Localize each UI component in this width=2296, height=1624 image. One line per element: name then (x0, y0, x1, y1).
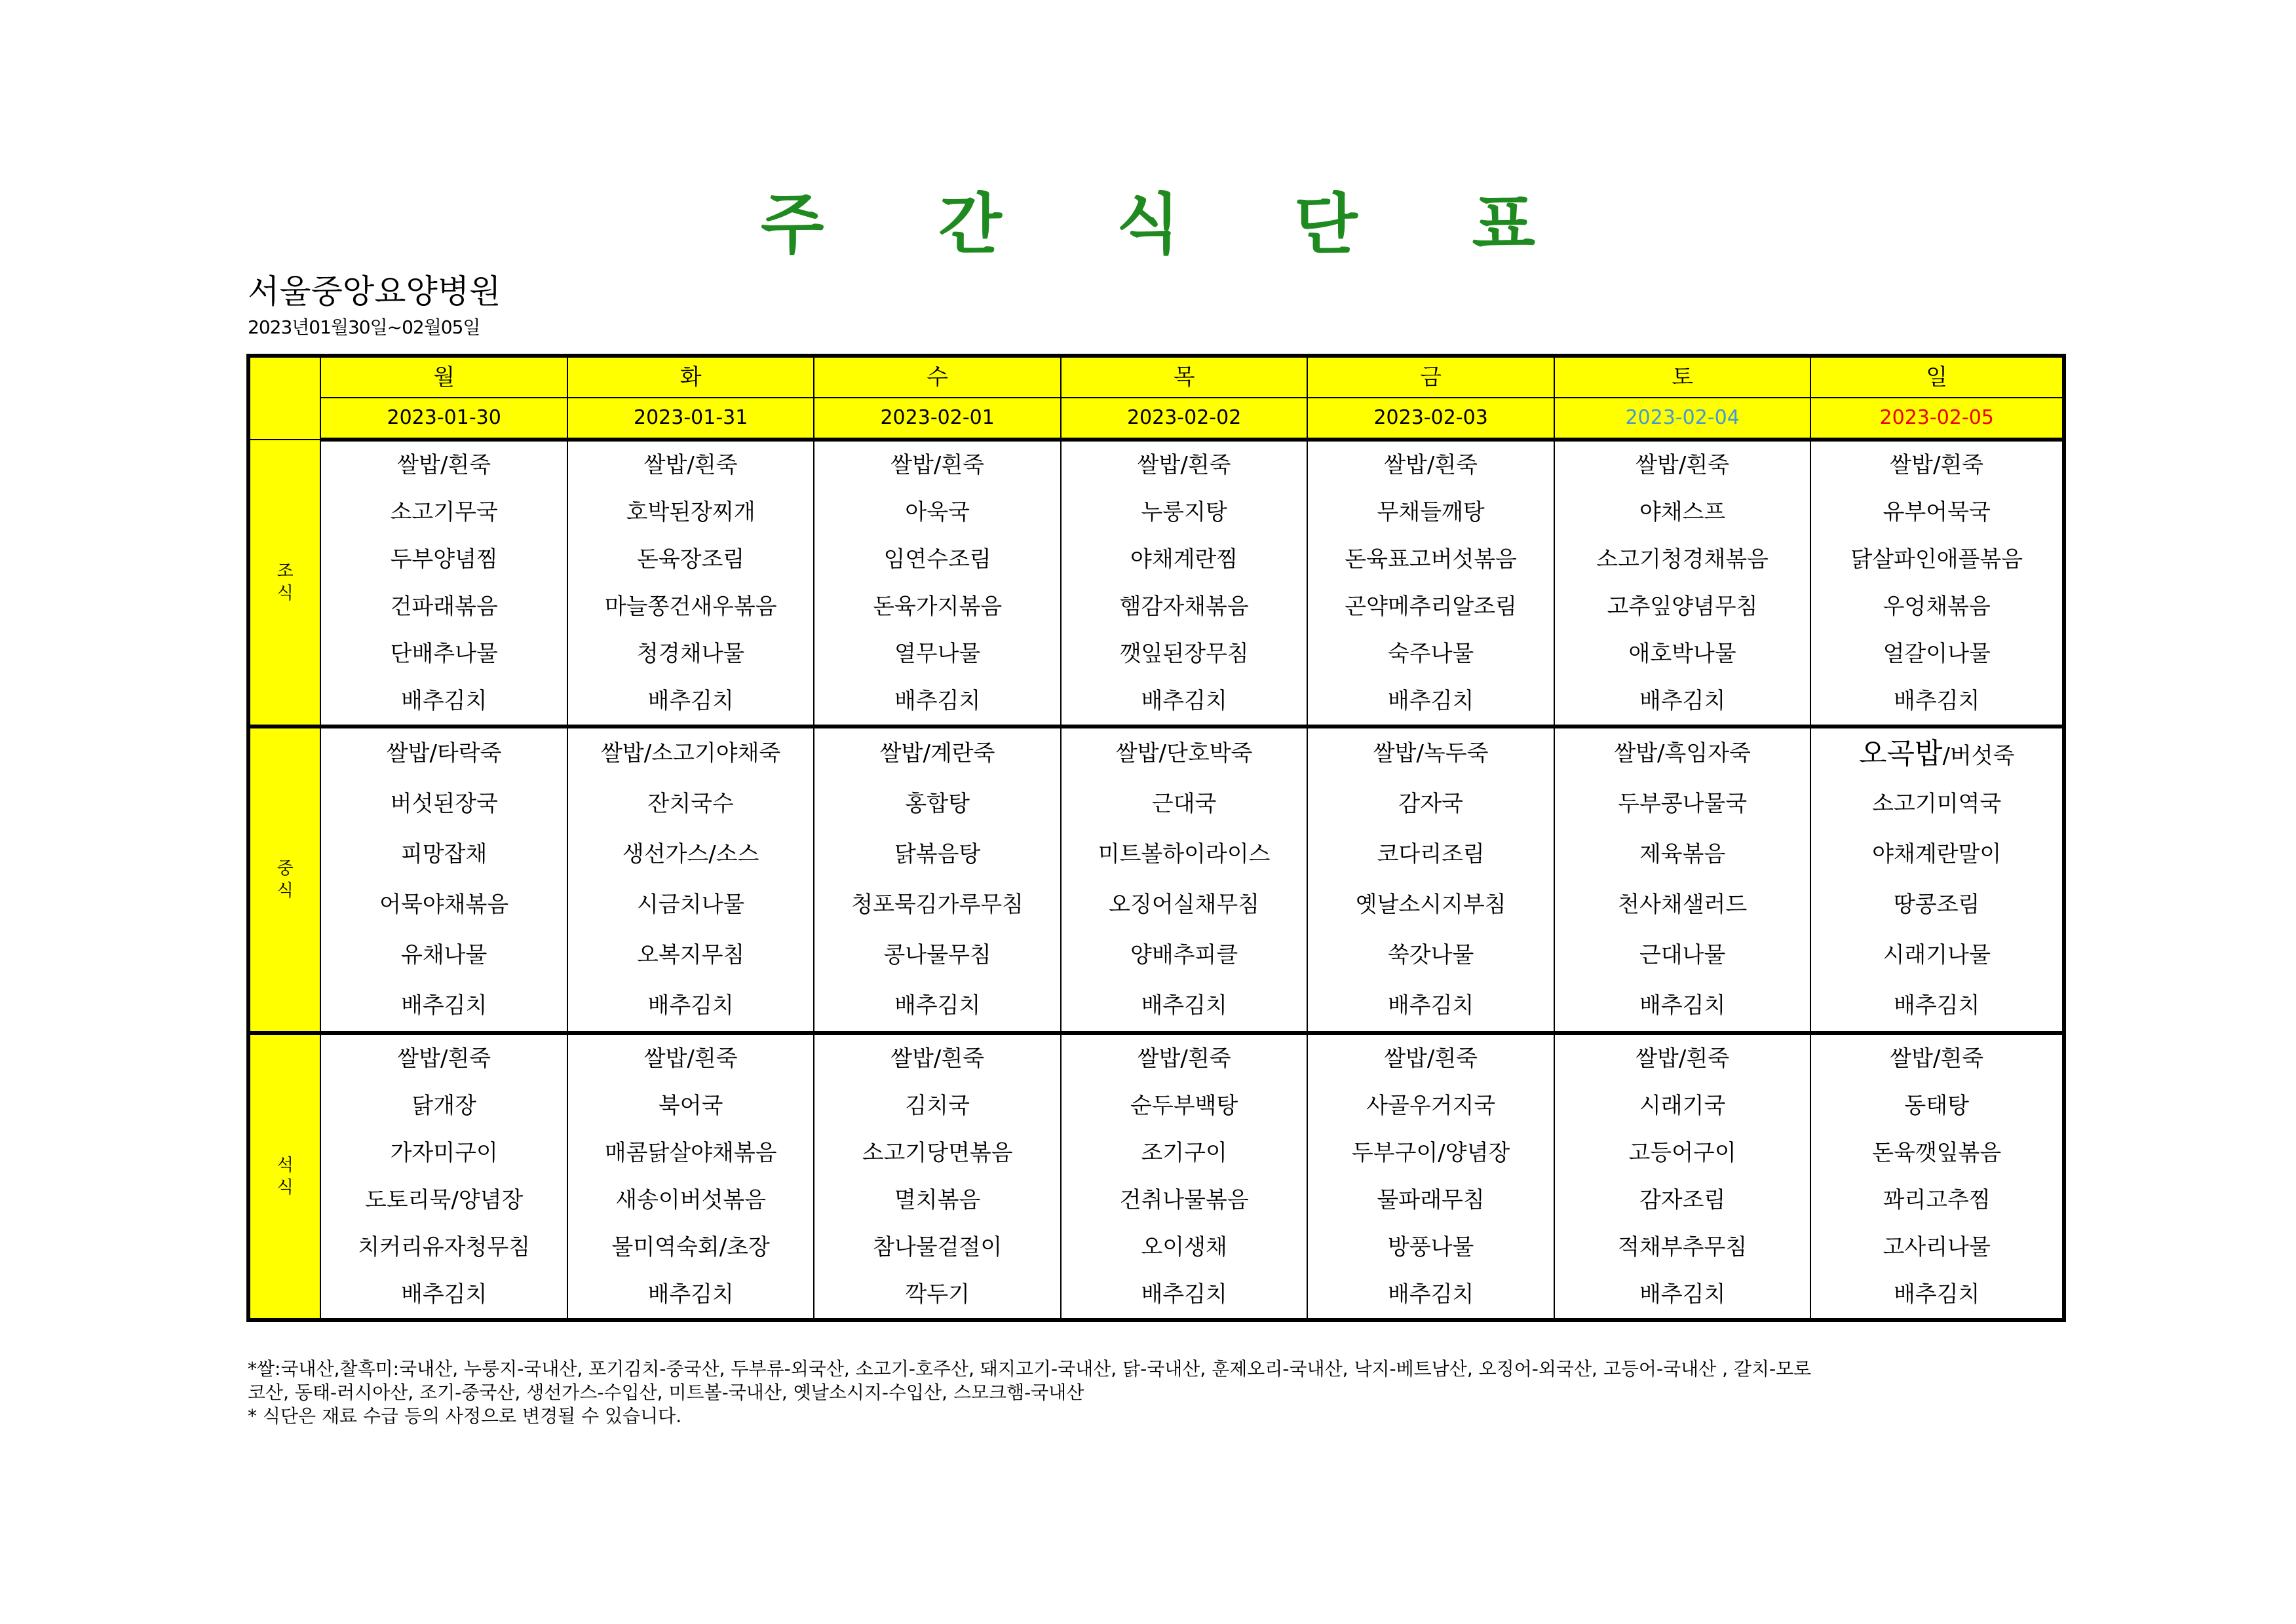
menu-item: 닭볶음탕 (894, 841, 981, 867)
menu-cell (567, 1033, 814, 1320)
menu-item: 쑥갓나물 (1387, 942, 1474, 968)
day-name: 토 (1554, 356, 1811, 398)
menu-item (1811, 728, 2062, 779)
menu-item: 쌀밥/단호박죽 (1115, 740, 1253, 766)
menu-item: 피망잡채 (400, 841, 488, 867)
menu-item: 오징어실채무침 (1109, 892, 1260, 918)
menu-item: 열무나물 (894, 641, 981, 667)
menu-item: 쌀밥/흰죽 (1384, 452, 1478, 478)
menu-item: 근대국 (1151, 791, 1217, 817)
header-corner (248, 356, 320, 440)
menu-item: 땅콩조림 (1894, 892, 1980, 918)
menu-item: 닭개장 (411, 1093, 476, 1119)
menu-item: 새송이버섯볶음 (615, 1187, 767, 1213)
menu-item: 시래기국 (1639, 1093, 1726, 1119)
menu-item: 쌀밥/흰죽 (1137, 1046, 1231, 1072)
day-date: 2023-01-31 (567, 398, 814, 440)
menu-cell (567, 727, 814, 1033)
menu-item: 고추잎양념무침 (1607, 594, 1758, 620)
menu-item: 콩나물무침 (883, 942, 991, 968)
menu-item: 햄감자채볶음 (1119, 594, 1249, 620)
menu-item: 임연수조림 (883, 546, 991, 573)
day-name: 금 (1307, 356, 1554, 398)
menu-item: 천사채샐러드 (1618, 892, 1748, 918)
menu-cell (814, 1033, 1060, 1320)
menu-item: 배추김치 (400, 992, 488, 1019)
menu-item: 소고기청경채볶음 (1596, 546, 1769, 573)
menu-item: 배추김치 (894, 688, 981, 714)
day-header-row (248, 356, 2064, 398)
day-date-sunday: 2023-02-05 (1810, 398, 2064, 440)
menu-item: 유채나물 (400, 942, 488, 968)
menu-item: 쌀밥/흰죽 (1636, 452, 1730, 478)
menu-item: 무채들깨탕 (1377, 499, 1485, 525)
menu-item: 가자미구이 (390, 1140, 498, 1166)
menu-item: 꽈리고추찜 (1883, 1187, 1991, 1213)
menu-item: 야채계란말이 (1872, 841, 2002, 867)
menu-item: 청경채나물 (637, 641, 745, 667)
day-name: 목 (1061, 356, 1307, 398)
menu-item: 배추김치 (1387, 688, 1474, 714)
menu-item: 적채부추무침 (1618, 1234, 1748, 1260)
menu-item: 청포묵김가루무침 (851, 892, 1024, 918)
menu-item: 쌀밥/흰죽 (397, 1046, 491, 1072)
menu-item: 홍합탕 (905, 791, 970, 817)
menu-item: 쌀밥/흰죽 (890, 452, 985, 478)
menu-item: 쌀밥/소고기야채죽 (601, 740, 781, 766)
menu-item: 쌀밥/흰죽 (1636, 1046, 1730, 1072)
menu-item: 우엉채볶음 (1883, 594, 1991, 620)
menu-cell (1061, 440, 1307, 727)
menu-item: 도토리묵/양념장 (364, 1187, 524, 1213)
menu-cell (1810, 1033, 2064, 1320)
menu-item: 배추김치 (1141, 1281, 1227, 1308)
menu-item: 두부구이/양념장 (1351, 1140, 1510, 1166)
menu-item: 양배추피클 (1130, 942, 1238, 968)
menu-item: 물파래무침 (1377, 1187, 1485, 1213)
menu-item: 쌀밥/흰죽 (1137, 452, 1231, 478)
day-date: 2023-02-03 (1307, 398, 1554, 440)
day-name: 수 (814, 356, 1060, 398)
menu-item: 누룽지탕 (1141, 499, 1227, 525)
menu-item: 감자국 (1398, 791, 1463, 817)
dinner-row (248, 1033, 2064, 1320)
menu-item: 방풍나물 (1387, 1234, 1474, 1260)
menu-item: 호박된장찌개 (626, 499, 756, 525)
menu-cell (320, 1033, 567, 1320)
menu-cell (1554, 1033, 1811, 1320)
menu-item: 쌀밥/흑임자죽 (1614, 740, 1751, 766)
menu-item: 오이생채 (1141, 1234, 1227, 1260)
menu-item: 돈육표고버섯볶음 (1345, 546, 1517, 573)
menu-item: 쌀밥/계란죽 (879, 740, 995, 766)
menu-item-rest: /버섯죽 (1942, 743, 2015, 769)
menu-item: 근대나물 (1639, 942, 1726, 968)
menu-item: 쌀밥/타락죽 (386, 740, 502, 766)
menu-item: 버섯된장국 (390, 791, 498, 817)
menu-cell (1810, 440, 2064, 727)
menu-item: 쌀밥/흰죽 (1890, 452, 1984, 478)
menu-item: 조기구이 (1141, 1140, 1227, 1166)
meal-label-breakfast: 조식 (248, 440, 320, 727)
date-header-row (248, 398, 2064, 440)
menu-item: 숙주나물 (1387, 641, 1474, 667)
menu-item: 동태탕 (1904, 1093, 1969, 1119)
day-name: 일 (1810, 356, 2064, 398)
menu-item: 쌀밥/흰죽 (643, 1046, 738, 1072)
menu-period: 2023년01월30일~02월05일 (248, 316, 480, 338)
menu-item: 오복지무침 (637, 942, 745, 968)
menu-item: 배추김치 (1639, 688, 1726, 714)
menu-cell (814, 440, 1060, 727)
menu-item: 배추김치 (1141, 688, 1227, 714)
menu-item: 두부콩나물국 (1618, 791, 1748, 817)
menu-item: 배추김치 (400, 688, 488, 714)
day-name: 월 (320, 356, 567, 398)
menu-item: 생선가스/소스 (622, 841, 759, 867)
hospital-name: 서울중앙요양병원 (248, 273, 501, 311)
menu-item: 건취나물볶음 (1119, 1187, 1249, 1213)
menu-cell (1061, 727, 1307, 1033)
menu-item: 미트볼하이라이스 (1098, 841, 1271, 867)
origin-notes (248, 1357, 2063, 1428)
menu-cell (1307, 440, 1554, 727)
menu-cell (814, 727, 1060, 1033)
menu-cell (1554, 727, 1811, 1033)
menu-item: 야채스프 (1639, 499, 1726, 525)
note-line: * 식단은 재료 수급 등의 사정으로 변경될 수 있습니다. (248, 1405, 682, 1427)
menu-item: 쌀밥/흰죽 (1384, 1046, 1478, 1072)
menu-item: 마늘쫑건새우볶음 (604, 594, 777, 620)
menu-item: 멸치볶음 (894, 1187, 981, 1213)
meal-label-lunch: 중식 (248, 727, 320, 1033)
menu-item: 감자조림 (1639, 1187, 1726, 1213)
menu-item: 사골우거지국 (1366, 1093, 1496, 1119)
menu-item: 야채계란찜 (1130, 546, 1238, 573)
menu-item: 유부어묵국 (1883, 499, 1991, 525)
menu-item: 시금치나물 (637, 892, 745, 918)
menu-item: 김치국 (905, 1093, 970, 1119)
menu-item: 시래기나물 (1883, 942, 1991, 968)
menu-item: 쌀밥/녹두죽 (1373, 740, 1489, 766)
menu-item: 배추김치 (647, 992, 734, 1019)
menu-item: 깍두기 (905, 1281, 970, 1308)
day-date-saturday: 2023-02-04 (1554, 398, 1811, 440)
weekly-menu-table (246, 354, 2066, 1322)
menu-item: 곤약메추리알조림 (1345, 594, 1517, 620)
menu-item: 배추김치 (1894, 1281, 1980, 1308)
menu-item: 두부양념찜 (390, 546, 498, 573)
menu-cell (1061, 1033, 1307, 1320)
menu-item: 어묵야채볶음 (379, 892, 509, 918)
meal-label-dinner: 석식 (248, 1033, 320, 1320)
menu-item: 얼갈이나물 (1883, 641, 1991, 667)
menu-item: 깻잎된장무침 (1119, 641, 1249, 667)
menu-item: 배추김치 (894, 992, 981, 1019)
menu-item: 물미역숙회/초장 (611, 1234, 770, 1260)
menu-item: 돈육가지볶음 (873, 594, 1003, 620)
menu-cell (1810, 727, 2064, 1033)
menu-cell (1307, 727, 1554, 1033)
menu-item: 쌀밥/흰죽 (890, 1046, 985, 1072)
note-line: 코산, 동태-러시아산, 조기-중국산, 생선가스-수입산, 미트볼-국내산, 옛날소시지-수입산, 스모크햄-국내산 (248, 1382, 1084, 1403)
menu-cell (567, 440, 814, 727)
day-date: 2023-02-02 (1061, 398, 1307, 440)
menu-item: 참나물겉절이 (873, 1234, 1003, 1260)
note-line: *쌀:국내산,찰흑미:국내산, 누룽지-국내산, 포기김치-중국산, 두부류-외국산, 소고기-호주산, 돼지고기-국내산, 닭-국내산, 훈제오리-국내산, 낙지-베트남산, 오징어-외국산, 고등어-국내산 , 갈치-모로 (248, 1358, 1812, 1380)
menu-item: 아욱국 (905, 499, 970, 525)
menu-item: 소고기무국 (390, 499, 498, 525)
menu-item: 제육볶음 (1639, 841, 1726, 867)
menu-item: 닭살파인애플볶음 (1850, 546, 2023, 573)
menu-item: 배추김치 (1387, 992, 1474, 1019)
breakfast-row (248, 440, 2064, 727)
day-date: 2023-02-01 (814, 398, 1060, 440)
menu-item: 소고기당면볶음 (862, 1140, 1013, 1166)
menu-item: 고등어구이 (1628, 1140, 1736, 1166)
menu-cell (320, 727, 567, 1033)
menu-item-emphasis: 오곡밥 (1858, 737, 1943, 770)
menu-item: 배추김치 (1894, 688, 1980, 714)
menu-item: 애호박나물 (1628, 641, 1736, 667)
menu-item: 고사리나물 (1883, 1234, 1991, 1260)
menu-item: 소고기미역국 (1872, 791, 2002, 817)
menu-item: 돈육깻잎볶음 (1872, 1140, 2002, 1166)
menu-item: 코다리조림 (1377, 841, 1485, 867)
menu-item: 건파래볶음 (390, 594, 498, 620)
menu-item: 배추김치 (1387, 1281, 1474, 1308)
day-date: 2023-01-30 (320, 398, 567, 440)
menu-item: 매콤닭살야채볶음 (604, 1140, 777, 1166)
menu-item: 잔치국수 (647, 791, 734, 817)
menu-item: 배추김치 (647, 688, 734, 714)
menu-item: 쌀밥/흰죽 (1890, 1046, 1984, 1072)
menu-item: 배추김치 (647, 1281, 734, 1308)
menu-item: 배추김치 (1639, 992, 1726, 1019)
menu-item: 돈육장조림 (637, 546, 745, 573)
menu-cell (320, 440, 567, 727)
menu-item: 순두부백탕 (1130, 1093, 1238, 1119)
menu-item: 옛날소시지부침 (1355, 892, 1506, 918)
menu-item: 배추김치 (1639, 1281, 1726, 1308)
menu-cell (1554, 440, 1811, 727)
menu-item: 배추김치 (1894, 992, 1980, 1019)
menu-item: 단배추나물 (390, 641, 498, 667)
day-name: 화 (567, 356, 814, 398)
menu-item: 쌀밥/흰죽 (643, 452, 738, 478)
menu-item: 북어국 (658, 1093, 723, 1119)
lunch-row (248, 727, 2064, 1033)
page-title: 주 간 식 단 표 (760, 186, 1582, 263)
menu-item: 배추김치 (400, 1281, 488, 1308)
menu-item: 배추김치 (1141, 992, 1227, 1019)
menu-cell (1307, 1033, 1554, 1320)
menu-item: 치커리유자청무침 (358, 1234, 531, 1260)
menu-item: 쌀밥/흰죽 (397, 452, 491, 478)
